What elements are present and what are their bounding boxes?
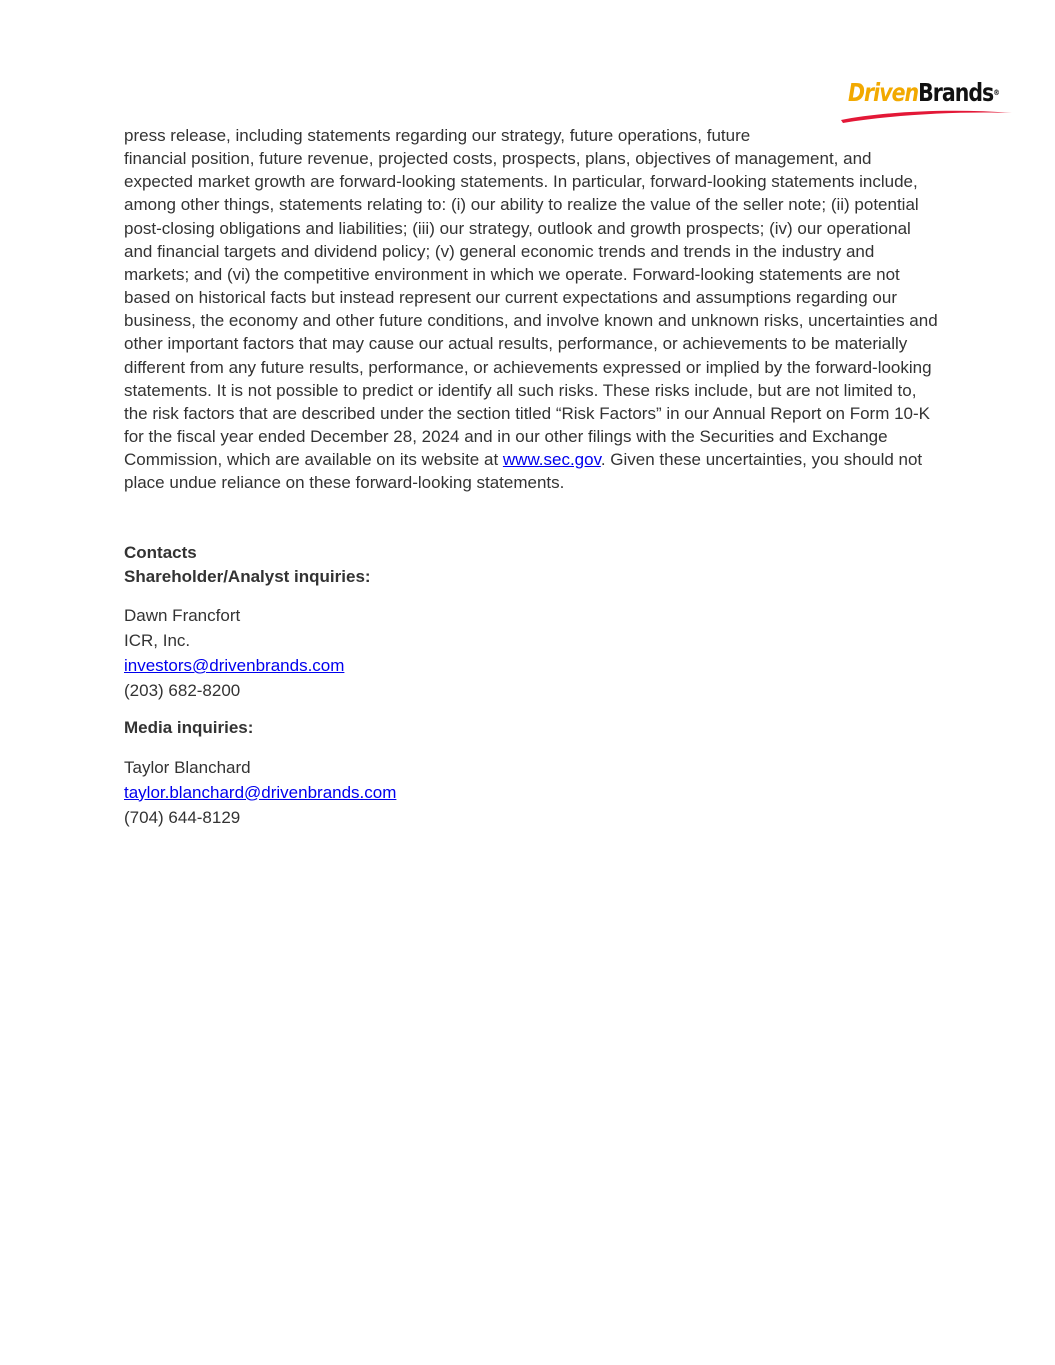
logo-brands-text: Brands [918,78,994,107]
media-phone: (704) 644-8129 [124,807,241,827]
forward-looking-disclaimer [124,124,939,495]
contacts-title: Contacts [124,543,197,562]
media-email-link[interactable]: taylor.blanchard@drivenbrands.com [124,782,397,802]
contacts-section [124,541,939,830]
shareholder-email-link[interactable]: investors@drivenbrands.com [124,656,345,675]
shareholder-contact-company: ICR, Inc. [124,631,191,650]
shareholder-heading: Shareholder/Analyst inquiries: [124,566,371,586]
disclaimer-text: financial position, future revenue, projected costs, prospects, plans, objectives of management, and expected market growth are forward-looking statements. In particular, forward-looking statements include, among other things, statements relating to: (i) our ability to realize the value of the seller note; (ii) potential post-closing obligations and liabilities; (iii) our strategy, outlook and growth prospects; (iv) our operational and financial targets and dividend policy; (v) general economic trends and trends in the industry and markets; and (vi) the competitive environment in which we operate. Forward-looking statements are not based on historical facts but instead represent our current expectations and assumptions regarding our business, the economy and other future conditions, and involve known and unknown risks, uncertainties and other important factors that may cause our actual results, performance, or achievements to be materially different from any future results, performance, or achievements expressed or implied by the forward-looking statements. It is not possible to predict or identify all such risks. These risks include, but are not limited to, the risk factors that are described under the section titled “Risk Factors” in our Annual Report on Form 10-K for the fiscal year ended December 28, 2024 and in our other filings with the Securities and Exchange Commission, which are available on its website at [124,149,938,470]
shareholder-phone: (203) 682-8200 [124,681,241,700]
logo-registered-mark: ® [993,88,1000,97]
disclaimer-paragraph [124,147,939,494]
media-contact-name: Taylor Blanchard [124,757,251,777]
logo-driven-text: Driven [848,78,919,107]
disclaimer-first-line: press release, including statements regarding our strategy, future operations, future [124,126,751,145]
driven-brands-logo [840,78,1015,124]
logo-swoosh-icon [840,104,1015,124]
disclaimer-text-end: . Given these uncertainties, you should not place undue reliance on these forward-looking statements. [124,450,923,493]
media-heading: Media inquiries: [124,718,254,737]
shareholder-contact-name: Dawn Francfort [124,606,241,625]
sec-website-link[interactable]: www.sec.gov [502,450,601,470]
